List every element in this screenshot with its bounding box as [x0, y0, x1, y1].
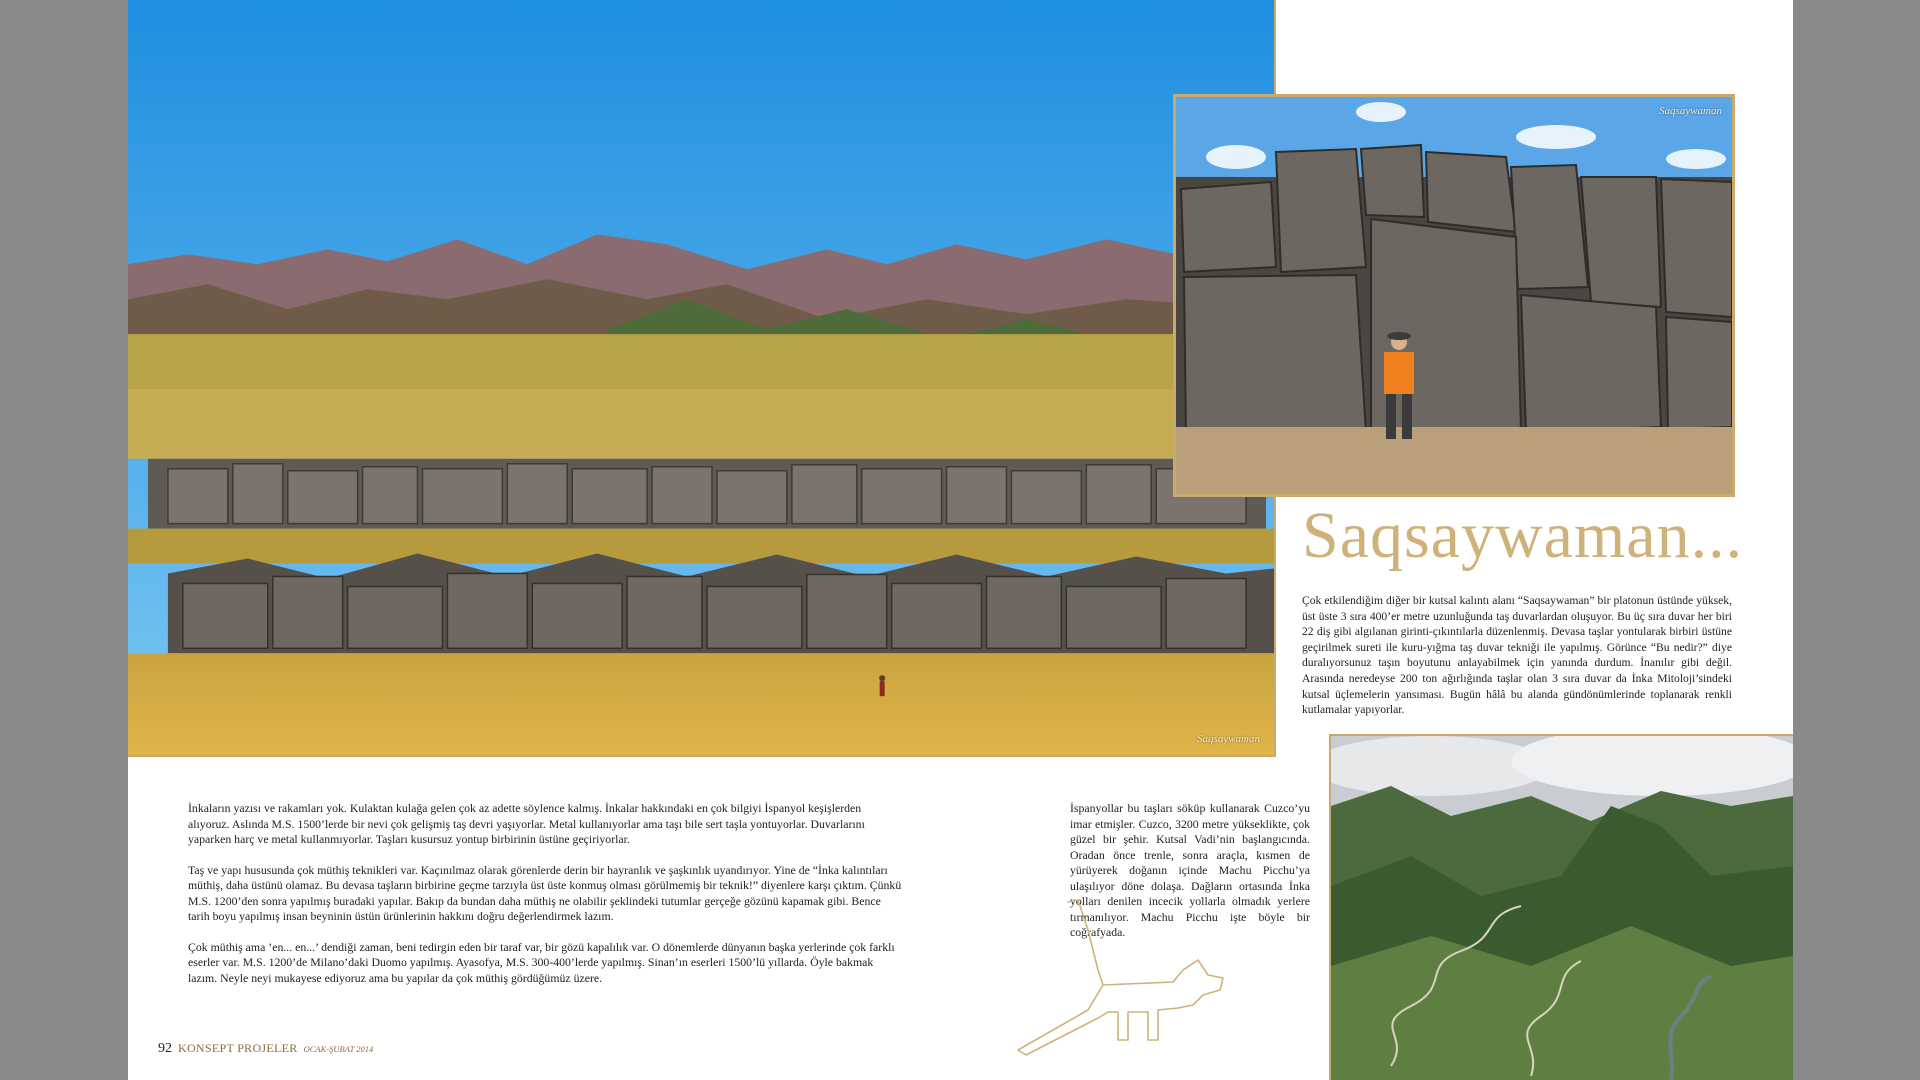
- body-paragraph: Çok müthiş ama ’en... en...’ dendiği zaman, beni tedirgin eden bir taraf var, bir gözü kapalılık var. O dönemlerde dünyanın başka yerlerinde çok farklı eserler var. M.S. 1200’de Milano’daki Duomo yapılmış. Ayasofya, M.S. 300-400’lerde yapılmış. Sinan’ın eserleri 1500’lü yıllarda. Öyle bakmak lazım. Neyle neyi mukayese ediyoruz ama bu yapılar da çok müthiş gördüğümüz üzere.: [188, 939, 895, 985]
- lead-paragraph: Çok etkilendiğim diğer bir kutsal kalıntı alanı “Saqsaywaman” bir platonun üstünde yüksek, üst üste 3 sıra 400’er metre uzunluğunda taş duvarlardan oluşuyor. Bu üç sıra duvar her biri 22 diş gibi algılanan girinti-çıkıntılarla düzenlenmiş. Devasa taşlar yontularak birbiri üstüne geçirilmek sureti ile kuru-yığma taş duvar tekniği ile yapılmış. Görünce “Bu nedir?” diye duralıyorsunuz taşın boyutunu anlayabilmek için yanında durdum. İnanılır gibi değil. Arasında neredeyse 200 ton ağırlığında taşlar olan 3 sıra duvar da İnka Mitoloji’sindeki kutsal üçlemelerin yansıması. Bugün hâlâ bu alanda gündönümlerinde toplanarak renkli kutlamalar yapıyorlar.: [1302, 594, 1732, 717]
- body-paragraph: İnkaların yazısı ve rakamları yok. Kulaktan kulağa gelen çok az adette söylence kalmış. İnkalar hakkındaki en çok bilgiyi İspanyol keşişlerden alıyoruz. Aslında M.S. 1500’lerde bir nevi çok gelişmiş taş devri yaşıyorlar. Metal kullanıyorlar ama taşı bile sert taşla yontuyorlar. Duvarlarını yaparken harç ve metal kullanmıyorlar. Taşları kusursuz yontup birbirinin üstüne geçiriyorlar.: [188, 801, 865, 846]
- landscape-illustration: [128, 0, 1274, 755]
- body-paragraph: İspanyollar bu taşları söküp kullanarak Cuzco’yu imar etmişler. Cuzco, 3200 metre yükseklikte, çok güzel bir şehir. Kutsal Vadi’nin başlangıcında. Oradan önce trenle, sonra araçla, kısmen de yürüyerek doğanın içinde Machu Picchu’ya ulaşılıyor döne dolaşa. Dağların ortasında İnka yolları denilen incecik yollarla olmadık yerlere tırmanılıyor. Machu Picchu işte böyle bir coğrafyada.: [1070, 801, 1310, 939]
- issue-date: OCAK-ŞUBAT 2014: [303, 1044, 374, 1054]
- body-column-left: [188, 801, 902, 1001]
- page-footer: [158, 1041, 373, 1057]
- nazca-dog-line-drawing-icon: [1008, 890, 1298, 1060]
- page-number: 92: [158, 1041, 172, 1056]
- main-photo-caption: Saqsaywaman: [1197, 733, 1260, 745]
- article-heading: Saqsaywaman...: [1302, 499, 1744, 572]
- photo-machu-picchu-mountains: [1329, 734, 1793, 1080]
- mountain-illustration: [1331, 736, 1793, 1080]
- magazine-brand: KONSEPT PROJELER: [178, 1041, 298, 1055]
- photo-stone-wall-person: [1173, 94, 1735, 497]
- main-photo-saqsaywaman-ruins: [128, 0, 1276, 757]
- magazine-spread: [128, 0, 1793, 1080]
- stone-wall-illustration: [1176, 97, 1732, 494]
- body-paragraph: Taş ve yapı hususunda çok müthiş teknikleri var. Kaçınılmaz olarak görenlerde derin bir hayranlık ve şaşkınlık uyandırıyor. Yine de “İnka kalıntıları müthiş, daha üstünü olamaz. Bu devasa taşların birbirine geçme tarzıyla üst üste konmuş olması görülmemiş bir teknik!” diyenlere karşı çıktım. Çünkü M.S. 1200’den sonra yapılmış buradaki yapılar. Bakıp da bundan daha müthiş ne olabilir şeklindeki tutumlar gerçeğe gözünü kapamak gibi. Bence tarih boyu yapılmış insan beyninin üstün ürünlerinin hakkını doğru değerlendirmek lazım.: [188, 862, 902, 923]
- top-photo-caption: Saqsaywaman: [1659, 105, 1722, 117]
